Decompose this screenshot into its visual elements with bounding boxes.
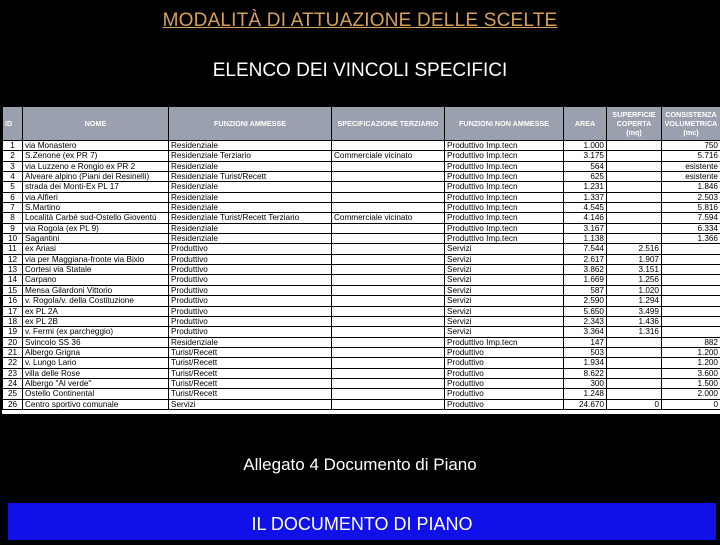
cell-funzioni-non-ammesse: Produttivo Imp.tecn: [445, 203, 564, 213]
cell-funzioni-non-ammesse: Produttivo Imp.tecn: [445, 223, 564, 233]
table-row: [3, 285, 720, 295]
cell-nome: Carpano: [23, 275, 169, 285]
cell-area: 503: [564, 347, 607, 357]
cell-funzioni-ammesse: Produttivo: [169, 275, 332, 285]
table-row: [3, 296, 720, 306]
cell-funzioni-non-ammesse: Produttivo Imp.tecn: [445, 141, 564, 151]
cell-specificazione-terziario: [332, 265, 445, 275]
cell-funzioni-ammesse: Residenziale: [169, 234, 332, 244]
cell-funzioni-ammesse: Turist/Recett: [169, 389, 332, 399]
cell-consistenza-volumetrica: [662, 327, 720, 337]
cell-specificazione-terziario: [332, 234, 445, 244]
cell-funzioni-non-ammesse: Produttivo Imp.tecn: [445, 172, 564, 182]
cell-funzioni-non-ammesse: Produttivo Imp.tecn: [445, 234, 564, 244]
col-header-nome: NOME: [23, 107, 169, 141]
cell-area: 2.617: [564, 254, 607, 264]
cell-specificazione-terziario: [332, 254, 445, 264]
cell-funzioni-ammesse: Turist/Recett: [169, 378, 332, 388]
table-row: [3, 368, 720, 378]
cell-nome: v. Lungo Lario: [23, 358, 169, 368]
cell-specificazione-terziario: [332, 285, 445, 295]
cell-consistenza-volumetrica: 1.200: [662, 358, 720, 368]
cell-area: 3.175: [564, 151, 607, 161]
cell-id: 13: [3, 265, 23, 275]
table-row: [3, 254, 720, 264]
cell-area: 3.167: [564, 223, 607, 233]
cell-area: 1.231: [564, 182, 607, 192]
cell-superficie-coperta: [607, 337, 662, 347]
cell-consistenza-volumetrica: 0: [662, 399, 720, 409]
cell-specificazione-terziario: [332, 275, 445, 285]
cell-consistenza-volumetrica: 750: [662, 141, 720, 151]
cell-area: 2.343: [564, 316, 607, 326]
cell-funzioni-ammesse: Produttivo: [169, 265, 332, 275]
cell-id: 25: [3, 389, 23, 399]
cell-funzioni-ammesse: Produttivo: [169, 306, 332, 316]
cell-id: 10: [3, 234, 23, 244]
cell-superficie-coperta: [607, 192, 662, 202]
cell-funzioni-ammesse: Produttivo: [169, 296, 332, 306]
cell-id: 23: [3, 368, 23, 378]
cell-specificazione-terziario: [332, 316, 445, 326]
cell-funzioni-non-ammesse: Produttivo Imp.tecn: [445, 161, 564, 171]
cell-superficie-coperta: 1.907: [607, 254, 662, 264]
col-header-consistenza-volumetrica: CONSISTENZA VOLUMETRICA (mc): [662, 107, 720, 141]
cell-id: 2: [3, 151, 23, 161]
cell-funzioni-non-ammesse: Servizi: [445, 327, 564, 337]
cell-area: 4.545: [564, 203, 607, 213]
slide-title: [0, 10, 720, 32]
cell-funzioni-non-ammesse: Produttivo Imp.tecn: [445, 192, 564, 202]
cell-specificazione-terziario: [332, 192, 445, 202]
table-row: [3, 182, 720, 192]
cell-superficie-coperta: 1.294: [607, 296, 662, 306]
cell-specificazione-terziario: [332, 203, 445, 213]
table-row: [3, 213, 720, 223]
cell-funzioni-non-ammesse: Servizi: [445, 285, 564, 295]
cell-funzioni-non-ammesse: Servizi: [445, 306, 564, 316]
cell-superficie-coperta: [607, 151, 662, 161]
cell-funzioni-non-ammesse: Servizi: [445, 296, 564, 306]
caption: Allegato 4 Documento di Piano: [0, 455, 720, 475]
cell-nome: S.Zenone (ex PR 7): [23, 151, 169, 161]
cell-id: 3: [3, 161, 23, 171]
cell-specificazione-terziario: [332, 347, 445, 357]
cell-area: 564: [564, 161, 607, 171]
cell-id: 24: [3, 378, 23, 388]
cell-consistenza-volumetrica: [662, 285, 720, 295]
cell-specificazione-terziario: [332, 306, 445, 316]
cell-nome: S.Martino: [23, 203, 169, 213]
cell-funzioni-ammesse: Residenziale: [169, 141, 332, 151]
cell-funzioni-non-ammesse: Produttivo: [445, 358, 564, 368]
slide-title-text: MODALITÀ DI ATTUAZIONE DELLE SCELTE: [163, 10, 558, 31]
cell-superficie-coperta: 2.516: [607, 244, 662, 254]
cell-funzioni-ammesse: Residenziale: [169, 192, 332, 202]
cell-funzioni-non-ammesse: Produttivo: [445, 347, 564, 357]
cell-specificazione-terziario: [332, 172, 445, 182]
table-row: [3, 244, 720, 254]
cell-funzioni-ammesse: Residenziale: [169, 182, 332, 192]
cell-specificazione-terziario: [332, 337, 445, 347]
cell-nome: Alveare alpino (Piani dei Resinelli): [23, 172, 169, 182]
cell-superficie-coperta: 3.499: [607, 306, 662, 316]
cell-superficie-coperta: [607, 389, 662, 399]
cell-superficie-coperta: 3.151: [607, 265, 662, 275]
table-row: [3, 399, 720, 409]
cell-specificazione-terziario: [332, 182, 445, 192]
cell-id: 1: [3, 141, 23, 151]
slide-subtitle: ELENCO DEI VINCOLI SPECIFICI: [0, 60, 720, 82]
cell-funzioni-ammesse: Turist/Recett: [169, 347, 332, 357]
cell-funzioni-ammesse: Produttivo: [169, 244, 332, 254]
cell-area: 1.669: [564, 275, 607, 285]
cell-superficie-coperta: 0: [607, 399, 662, 409]
col-header-superficie-coperta: SUPERFICIE COPERTA (mq): [607, 107, 662, 141]
col-header-area: AREA: [564, 107, 607, 141]
cell-specificazione-terziario: [332, 296, 445, 306]
cell-funzioni-non-ammesse: Produttivo: [445, 399, 564, 409]
cell-consistenza-volumetrica: 7.594: [662, 213, 720, 223]
cell-nome: ex PL 2A: [23, 306, 169, 316]
table-row: [3, 389, 720, 399]
cell-area: 8.622: [564, 368, 607, 378]
cell-specificazione-terziario: [332, 389, 445, 399]
cell-superficie-coperta: 1.316: [607, 327, 662, 337]
table-row: [3, 378, 720, 388]
table-row: [3, 337, 720, 347]
cell-funzioni-ammesse: Residenziale Terziario: [169, 151, 332, 161]
cell-nome: strada dei Monti-Ex PL 17: [23, 182, 169, 192]
cell-id: 20: [3, 337, 23, 347]
cell-area: 1.138: [564, 234, 607, 244]
cell-superficie-coperta: [607, 223, 662, 233]
col-header-id: ID: [3, 107, 23, 141]
cell-id: 17: [3, 306, 23, 316]
cell-id: 6: [3, 192, 23, 202]
cell-funzioni-non-ammesse: Servizi: [445, 244, 564, 254]
cell-id: 21: [3, 347, 23, 357]
cell-id: 12: [3, 254, 23, 264]
cell-funzioni-non-ammesse: Produttivo Imp.tecn: [445, 151, 564, 161]
table-row: [3, 203, 720, 213]
cell-funzioni-ammesse: Servizi: [169, 399, 332, 409]
cell-specificazione-terziario: [332, 327, 445, 337]
cell-id: 11: [3, 244, 23, 254]
table-row: [3, 192, 720, 202]
cell-funzioni-non-ammesse: Produttivo: [445, 378, 564, 388]
cell-nome: Sagantini: [23, 234, 169, 244]
cell-area: 3.862: [564, 265, 607, 275]
table-row: [3, 358, 720, 368]
cell-funzioni-non-ammesse: Produttivo Imp.tecn: [445, 213, 564, 223]
cell-funzioni-ammesse: Residenziale: [169, 161, 332, 171]
cell-area: 4.146: [564, 213, 607, 223]
cell-funzioni-non-ammesse: Servizi: [445, 265, 564, 275]
cell-superficie-coperta: 1.436: [607, 316, 662, 326]
cell-superficie-coperta: [607, 203, 662, 213]
cell-funzioni-non-ammesse: Servizi: [445, 254, 564, 264]
constraints-table-container: [2, 106, 720, 414]
table-row: [3, 151, 720, 161]
cell-funzioni-non-ammesse: Produttivo: [445, 389, 564, 399]
table-row: [3, 265, 720, 275]
cell-consistenza-volumetrica: 6.334: [662, 223, 720, 233]
cell-nome: Ostello Continental: [23, 389, 169, 399]
cell-funzioni-ammesse: Produttivo: [169, 316, 332, 326]
constraints-table: [2, 106, 720, 410]
cell-funzioni-ammesse: Produttivo: [169, 327, 332, 337]
table-row: [3, 275, 720, 285]
cell-nome: via Rogola (ex PL 9): [23, 223, 169, 233]
cell-specificazione-terziario: [332, 141, 445, 151]
cell-superficie-coperta: [607, 378, 662, 388]
cell-consistenza-volumetrica: [662, 254, 720, 264]
cell-funzioni-ammesse: Residenziale: [169, 337, 332, 347]
cell-specificazione-terziario: [332, 358, 445, 368]
cell-nome: ex PL 2B: [23, 316, 169, 326]
cell-id: 22: [3, 358, 23, 368]
cell-nome: via Monastero: [23, 141, 169, 151]
cell-area: 1.248: [564, 389, 607, 399]
cell-funzioni-ammesse: Turist/Recett: [169, 358, 332, 368]
cell-specificazione-terziario: [332, 368, 445, 378]
cell-nome: Albergo Grigna: [23, 347, 169, 357]
cell-consistenza-volumetrica: 1.366: [662, 234, 720, 244]
cell-area: 625: [564, 172, 607, 182]
cell-consistenza-volumetrica: [662, 306, 720, 316]
table-row: [3, 161, 720, 171]
cell-nome: Svincolo SS 36: [23, 337, 169, 347]
cell-funzioni-ammesse: Produttivo: [169, 254, 332, 264]
cell-superficie-coperta: 1.256: [607, 275, 662, 285]
col-header-funzioni-non-ammesse: FUNZIONI NON AMMESSE: [445, 107, 564, 141]
cell-area: 2.590: [564, 296, 607, 306]
cell-funzioni-non-ammesse: Servizi: [445, 275, 564, 285]
cell-nome: Albergo "Al verde": [23, 378, 169, 388]
cell-area: 1.337: [564, 192, 607, 202]
cell-funzioni-non-ammesse: Produttivo: [445, 368, 564, 378]
cell-funzioni-ammesse: Residenziale: [169, 223, 332, 233]
cell-nome: Cortesi via Statale: [23, 265, 169, 275]
cell-nome: v. Fermi (ex parcheggio): [23, 327, 169, 337]
cell-id: 18: [3, 316, 23, 326]
cell-area: 5.650: [564, 306, 607, 316]
cell-id: 4: [3, 172, 23, 182]
cell-funzioni-ammesse: Residenziale: [169, 203, 332, 213]
cell-area: 1.000: [564, 141, 607, 151]
cell-funzioni-non-ammesse: Servizi: [445, 316, 564, 326]
cell-funzioni-non-ammesse: Produttivo Imp.tecn: [445, 182, 564, 192]
cell-id: 14: [3, 275, 23, 285]
cell-consistenza-volumetrica: 2.503: [662, 192, 720, 202]
cell-consistenza-volumetrica: 1.500: [662, 378, 720, 388]
cell-funzioni-ammesse: Residenziale Turist/Recett: [169, 172, 332, 182]
cell-consistenza-volumetrica: 1.846: [662, 182, 720, 192]
cell-funzioni-non-ammesse: Produttivo Imp.tecn: [445, 337, 564, 347]
cell-nome: Località Carbé sud-Ostello Gioventù: [23, 213, 169, 223]
cell-nome: via Luzzeno e Rongio ex PR 2: [23, 161, 169, 171]
cell-consistenza-volumetrica: 1.200: [662, 347, 720, 357]
cell-area: 7.544: [564, 244, 607, 254]
table-row: [3, 327, 720, 337]
cell-consistenza-volumetrica: [662, 244, 720, 254]
cell-id: 26: [3, 399, 23, 409]
cell-specificazione-terziario: [332, 244, 445, 254]
cell-funzioni-ammesse: Turist/Recett: [169, 368, 332, 378]
cell-id: 15: [3, 285, 23, 295]
table-row: [3, 306, 720, 316]
cell-area: 3.364: [564, 327, 607, 337]
cell-superficie-coperta: [607, 213, 662, 223]
cell-id: 16: [3, 296, 23, 306]
table-row: [3, 141, 720, 151]
cell-id: 7: [3, 203, 23, 213]
table-row: [3, 316, 720, 326]
cell-consistenza-volumetrica: [662, 275, 720, 285]
cell-superficie-coperta: [607, 161, 662, 171]
cell-superficie-coperta: [607, 347, 662, 357]
cell-consistenza-volumetrica: esistente: [662, 161, 720, 171]
table-row: [3, 172, 720, 182]
cell-consistenza-volumetrica: 5.816: [662, 203, 720, 213]
cell-id: 19: [3, 327, 23, 337]
col-header-specificazione-terziario: SPECIFICAZIONE TERZIARIO: [332, 107, 445, 141]
cell-area: 1.934: [564, 358, 607, 368]
cell-nome: villa delle Rose: [23, 368, 169, 378]
cell-funzioni-ammesse: Residenziale Turist/Recett Terziario: [169, 213, 332, 223]
cell-superficie-coperta: [607, 182, 662, 192]
cell-superficie-coperta: [607, 368, 662, 378]
cell-superficie-coperta: [607, 172, 662, 182]
cell-consistenza-volumetrica: [662, 265, 720, 275]
cell-consistenza-volumetrica: 3.600: [662, 368, 720, 378]
cell-funzioni-ammesse: Produttivo: [169, 285, 332, 295]
cell-nome: v. Rogola/v. della Costituzione: [23, 296, 169, 306]
table-header-row: [3, 107, 720, 141]
cell-consistenza-volumetrica: esistente: [662, 172, 720, 182]
footer-text: IL DOCUMENTO DI PIANO: [251, 514, 472, 534]
footer-banner: [8, 503, 716, 540]
cell-specificazione-terziario: Commerciale vicinato: [332, 151, 445, 161]
col-header-funzioni-ammesse: FUNZIONI AMMESSE: [169, 107, 332, 141]
cell-specificazione-terziario: [332, 399, 445, 409]
table-body: [3, 141, 720, 410]
cell-consistenza-volumetrica: [662, 296, 720, 306]
cell-area: 24.670: [564, 399, 607, 409]
cell-specificazione-terziario: Commerciale vicinato: [332, 213, 445, 223]
cell-id: 9: [3, 223, 23, 233]
cell-id: 8: [3, 213, 23, 223]
cell-specificazione-terziario: [332, 378, 445, 388]
cell-id: 5: [3, 182, 23, 192]
cell-consistenza-volumetrica: [662, 316, 720, 326]
table-row: [3, 223, 720, 233]
cell-consistenza-volumetrica: 5.716: [662, 151, 720, 161]
cell-nome: ex Ariasi: [23, 244, 169, 254]
table-row: [3, 234, 720, 244]
cell-consistenza-volumetrica: 882: [662, 337, 720, 347]
cell-area: 300: [564, 378, 607, 388]
table-row: [3, 347, 720, 357]
cell-nome: via Alfieri: [23, 192, 169, 202]
cell-superficie-coperta: [607, 358, 662, 368]
cell-superficie-coperta: 1.020: [607, 285, 662, 295]
cell-specificazione-terziario: [332, 223, 445, 233]
cell-superficie-coperta: [607, 234, 662, 244]
cell-nome: via per Maggiana-fronte via Bixio: [23, 254, 169, 264]
cell-specificazione-terziario: [332, 161, 445, 171]
cell-superficie-coperta: [607, 141, 662, 151]
cell-area: 587: [564, 285, 607, 295]
cell-area: 147: [564, 337, 607, 347]
cell-nome: Mensa Gilardoni Vittorio: [23, 285, 169, 295]
cell-nome: Centro sportivo comunale: [23, 399, 169, 409]
cell-consistenza-volumetrica: 2.000: [662, 389, 720, 399]
